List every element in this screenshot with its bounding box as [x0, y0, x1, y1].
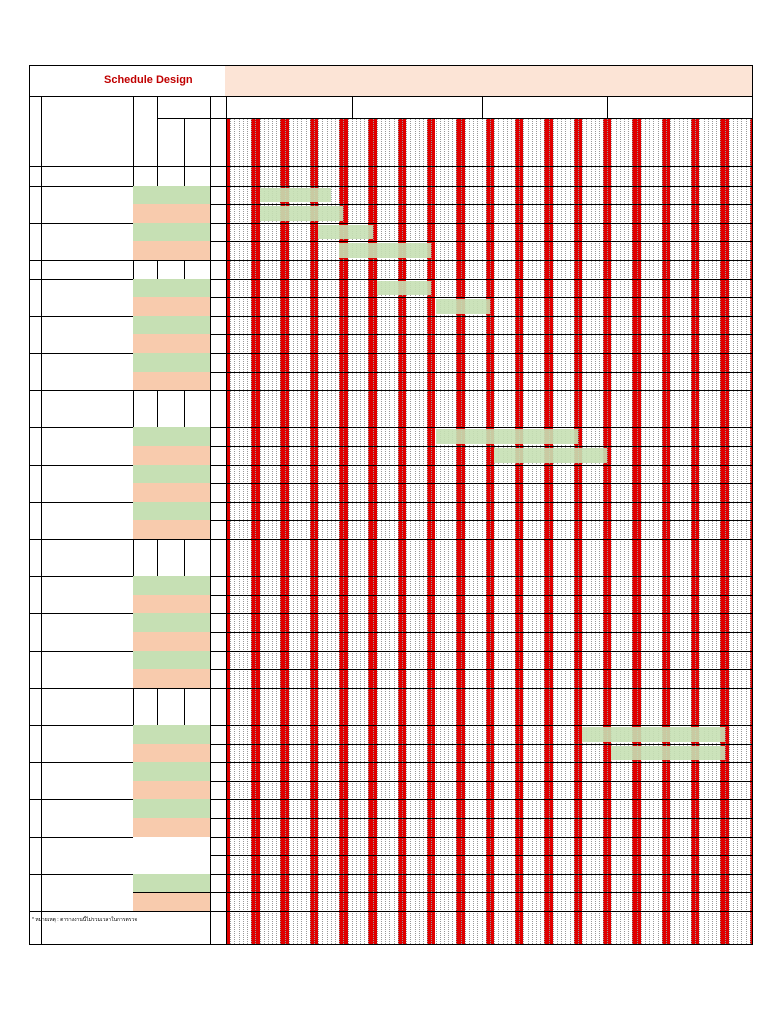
day-divider: [620, 119, 621, 945]
gantt-bar: [582, 727, 724, 742]
status-cell: [133, 204, 210, 223]
day-divider: [666, 119, 667, 945]
header-top-line: [30, 96, 753, 97]
row-line: [133, 595, 753, 596]
gantt-bar: [494, 448, 607, 463]
status-cell: [133, 316, 210, 335]
day-divider: [591, 119, 592, 945]
status-cell: [133, 465, 210, 484]
day-divider: [549, 119, 550, 945]
status-cell: [133, 837, 210, 856]
day-divider: [595, 119, 596, 945]
status-cell: [133, 353, 210, 372]
day-divider: [247, 119, 248, 945]
row-line: [133, 892, 753, 893]
day-divider: [234, 119, 235, 945]
day-divider: [519, 119, 520, 945]
day-divider: [557, 119, 558, 945]
day-divider: [544, 119, 545, 945]
row-line: [133, 372, 753, 373]
status-cell: [133, 576, 210, 595]
day-divider: [553, 119, 554, 945]
row-line: [133, 520, 753, 521]
status-cell: [133, 483, 210, 502]
gantt-bar: [436, 429, 578, 444]
day-divider: [750, 119, 751, 945]
row-line: [133, 818, 753, 819]
day-divider: [532, 119, 533, 945]
day-divider: [461, 119, 462, 945]
day-divider: [440, 119, 441, 945]
day-divider: [494, 119, 495, 945]
gantt-bar: [339, 243, 431, 258]
day-divider: [264, 119, 265, 945]
schedule-sheet: [29, 65, 753, 945]
status-cell: [133, 855, 210, 874]
day-divider: [658, 119, 659, 945]
day-divider: [448, 119, 449, 945]
day-divider: [515, 119, 516, 945]
day-divider: [528, 119, 529, 945]
status-cell: [133, 613, 210, 632]
status-cell: [133, 781, 210, 800]
day-divider: [486, 119, 487, 945]
status-cell: [133, 799, 210, 818]
row-line: [133, 781, 753, 782]
status-cell: [133, 632, 210, 651]
day-divider: [331, 119, 332, 945]
day-divider: [720, 119, 721, 945]
status-cell: [133, 651, 210, 670]
day-divider: [611, 119, 612, 945]
day-divider: [260, 119, 261, 945]
day-divider: [251, 119, 252, 945]
day-divider: [616, 119, 617, 945]
summary-well-cell: [133, 892, 210, 911]
day-divider: [586, 119, 587, 945]
row-line: [133, 204, 753, 205]
day-divider: [268, 119, 269, 945]
day-divider: [465, 119, 466, 945]
status-cell: [133, 186, 210, 205]
day-divider: [641, 119, 642, 945]
status-cell: [133, 520, 210, 539]
day-divider: [469, 119, 470, 945]
status-cell: [133, 372, 210, 391]
day-divider: [574, 119, 575, 945]
row-line: [30, 390, 753, 391]
footnote: * หมายเหตุ : ตารางงานนี้ไม่รวมเวลาในการตรวจ: [32, 917, 138, 923]
day-divider: [477, 119, 478, 945]
day-divider: [310, 119, 311, 945]
month-divider: [607, 97, 608, 119]
day-divider: [603, 119, 604, 945]
day-divider: [628, 119, 629, 945]
row-line: [133, 855, 753, 856]
day-divider: [335, 119, 336, 945]
header-mid-line: [157, 118, 753, 119]
day-divider: [683, 119, 684, 945]
day-divider: [561, 119, 562, 945]
summary-stay-cell: [133, 874, 210, 893]
day-divider: [704, 119, 705, 945]
day-divider: [507, 119, 508, 945]
day-divider: [540, 119, 541, 945]
row-line: [133, 446, 753, 447]
day-divider: [498, 119, 499, 945]
day-divider: [436, 119, 437, 945]
day-divider: [578, 119, 579, 945]
sheet-title: Schedule Design: [104, 74, 193, 86]
gantt-bar: [377, 281, 431, 296]
status-cell: [133, 427, 210, 446]
day-divider: [255, 119, 256, 945]
row-line: [30, 260, 753, 261]
day-divider: [741, 119, 742, 945]
row-line: [133, 241, 753, 242]
status-cell: [133, 502, 210, 521]
row-line: [133, 297, 753, 298]
day-divider: [456, 119, 457, 945]
month-divider: [352, 97, 353, 119]
row-line: [133, 483, 753, 484]
day-divider: [637, 119, 638, 945]
day-divider: [511, 119, 512, 945]
day-divider: [649, 119, 650, 945]
day-divider: [452, 119, 453, 945]
status-cell: [133, 669, 210, 688]
row-line: [30, 539, 753, 540]
status-cell: [133, 297, 210, 316]
status-cell: [133, 818, 210, 837]
day-divider: [301, 119, 302, 945]
day-divider: [314, 119, 315, 945]
row-line: [30, 688, 753, 689]
day-divider: [716, 119, 717, 945]
day-divider: [746, 119, 747, 945]
status-cell: [133, 744, 210, 763]
day-divider: [687, 119, 688, 945]
day-divider: [733, 119, 734, 945]
gantt-bar: [318, 225, 372, 240]
day-divider: [503, 119, 504, 945]
header-bottom-line: [30, 166, 753, 167]
row-line: [133, 334, 753, 335]
day-divider: [712, 119, 713, 945]
day-divider: [607, 119, 608, 945]
day-divider: [691, 119, 692, 945]
day-divider: [624, 119, 625, 945]
day-divider: [599, 119, 600, 945]
day-divider: [239, 119, 240, 945]
gantt-bar: [436, 299, 490, 314]
status-cell: [133, 241, 210, 260]
day-divider: [272, 119, 273, 945]
day-divider: [565, 119, 566, 945]
gantt-bar: [611, 746, 724, 761]
day-divider: [708, 119, 709, 945]
day-divider: [293, 119, 294, 945]
day-divider: [276, 119, 277, 945]
day-divider: [670, 119, 671, 945]
status-cell: [133, 334, 210, 353]
status-cell: [133, 725, 210, 744]
status-cell: [133, 223, 210, 242]
status-cell: [133, 762, 210, 781]
day-divider: [490, 119, 491, 945]
row-line: [133, 744, 753, 745]
day-divider: [632, 119, 633, 945]
month-divider: [482, 97, 483, 119]
gantt-bar: [260, 188, 331, 203]
day-divider: [243, 119, 244, 945]
day-divider: [737, 119, 738, 945]
day-divider: [695, 119, 696, 945]
day-divider: [327, 119, 328, 945]
day-divider: [482, 119, 483, 945]
day-divider: [322, 119, 323, 945]
gantt-bar: [260, 206, 344, 221]
day-divider: [582, 119, 583, 945]
day-divider: [536, 119, 537, 945]
day-divider: [297, 119, 298, 945]
day-divider: [523, 119, 524, 945]
day-divider: [674, 119, 675, 945]
day-divider: [725, 119, 726, 945]
status-cell: [133, 279, 210, 298]
day-divider: [729, 119, 730, 945]
day-divider: [679, 119, 680, 945]
day-divider: [306, 119, 307, 945]
row-line: [133, 669, 753, 670]
status-cell: [133, 446, 210, 465]
day-divider: [431, 119, 432, 945]
row-line: [30, 911, 753, 912]
day-divider: [645, 119, 646, 945]
day-divider: [444, 119, 445, 945]
day-divider: [473, 119, 474, 945]
day-divider: [699, 119, 700, 945]
day-divider: [653, 119, 654, 945]
title-bar-background: [225, 66, 753, 96]
day-divider: [318, 119, 319, 945]
day-divider: [285, 119, 286, 945]
day-divider: [289, 119, 290, 945]
day-divider: [280, 119, 281, 945]
day-divider: [570, 119, 571, 945]
row-line: [133, 632, 753, 633]
day-divider: [662, 119, 663, 945]
status-cell: [133, 595, 210, 614]
day-divider: [230, 119, 231, 945]
